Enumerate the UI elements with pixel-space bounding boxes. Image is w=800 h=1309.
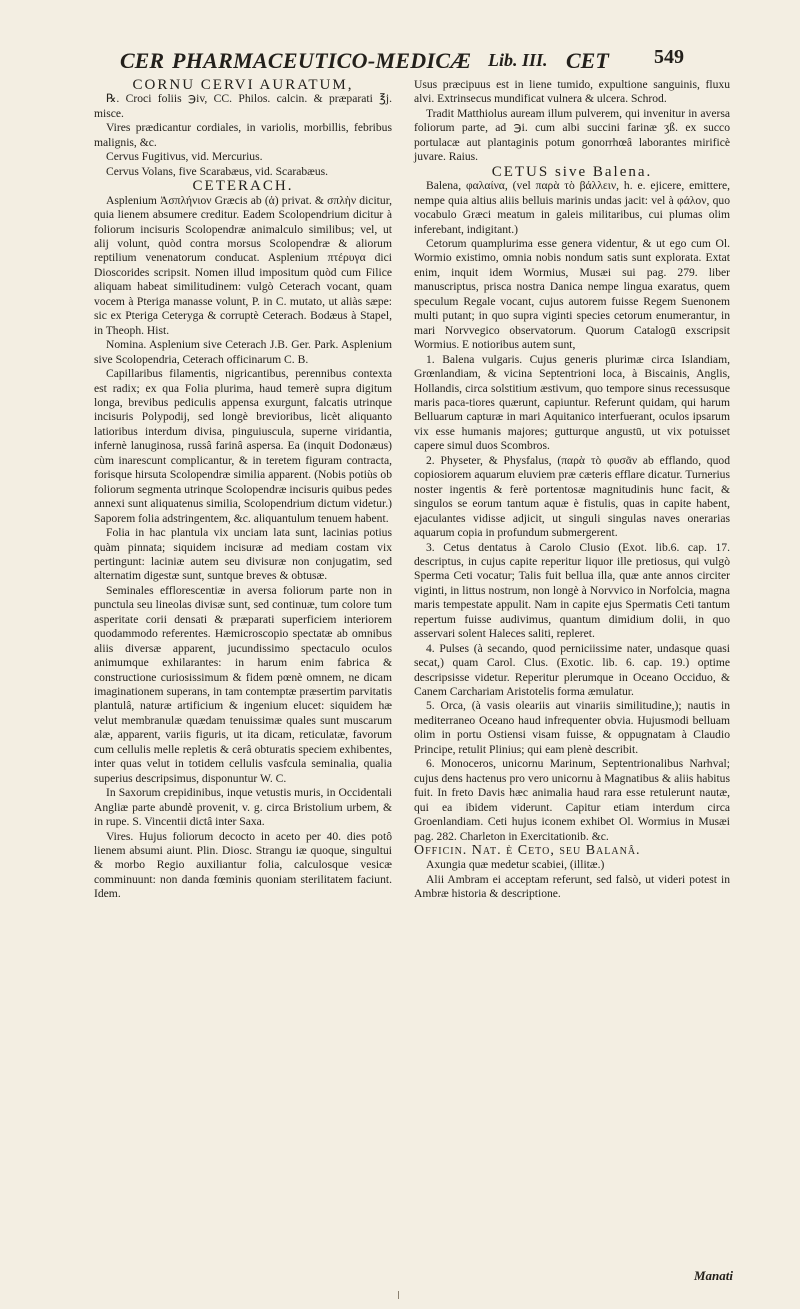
- paragraph: Cervus Fugitivus, vid. Mercurius.: [106, 150, 263, 164]
- paragraph: 6. Monoceros, unicornu Marinum, Septentrionalibus Narhval; cujus dens hactenus pro vero unicornu à Magnatibus & aliis habitus fuit. In freto Davis hæc animalia haud rara esse retulerunt nautæ, qui ea ibidem viderunt. Capitur etiam interdum circa Groenlandiam. Ceti hujus iconem exhibet Ol. Wormius in Musæi pag. 282. Charleton in Exercitationib. &c.: [414, 757, 730, 843]
- paragraph: Vires. Hujus foliorum decocto in aceto per 40. dies potô lienem absumi aiunt. Plin. Diosc. Strangu iæ quoque, singultui & morbo Regio auxiliantur folia, calculosque vesicæ comminuunt: non danda fœminis quoniam sterilitatem faciunt. Idem.: [94, 829, 392, 901]
- paragraph: Axungia quæ medetur scabiei, (illitæ.): [426, 858, 605, 872]
- paragraph: Cetorum quamplurima esse genera videntur, & ut ego cum Ol. Wormio existimo, omnia nobis nondum satis sunt explorata. Extat enim, inquit idem Wormius, Musæi sui pag. 279. liber manuscriptus, prisca nostra Danica nempe lingua exaratus, quem speculum Regale vocant, cujus autorem fuisse Regem Suenonem multi putant; in quo supra viginti species cetorum enumerantur, in mari Norvvegico observatorum. Quorum Catalogū exscripsit Wormius. E notioribus autem sunt,: [414, 236, 730, 352]
- paragraph: In Saxorum crepidinibus, inque vetustis muris, in Occidentali Angliæ parte abundè provenit, v. g. circa Bristolium urbem, & in rupe. S. Vincentii dictâ inter Saxa.: [94, 786, 392, 829]
- section-heading: CORNU CERVI AURATUM,: [132, 77, 354, 93]
- paragraph: Capillaribus filamentis, nigricantibus, perennibus contexta est radix; ex qua Folia plurima, haud temerè supra digitum longa, brevibus pediculis appensa exurgunt, falcatis utrinque incisuris Polypodij, sed longè brevioribus, licèt aliquanto latioribus interdum divisa, pinguiuscula, superne viridantia, infernè lanuginosa, russâ farinâ aspersa. Ea (inquit Dodonæus) cùm inarescunt complicantur, & in teretem figuram contracta, forisque hirsuta Scolopendræ similia apparent. (Nobis potiùs ob foliorum segmenta utrinque Scolopendræ incisuris quibus pedes annexi sunt aliquatenus similia, Scolopendrium dictum videtur.) Saporem folia adstringentem, &c. aliquantulum tenuem habent.: [94, 367, 392, 525]
- paragraph: 4. Pulses (à secando, quod perniciissime nater, undasque quasi secat,) quam Carol. Clus. (Exotic. lib. 6. cap. 19.) optime descripsisse videtur. Reperitur plerumque in Oceano Occiduo, & Canem Carchariam Aristotelis forma æmulatur.: [414, 641, 730, 699]
- header-book-number: Lib. III.: [488, 50, 548, 70]
- paragraph: Alii Ambram ei acceptam referunt, sed falsò, ut videri potest in Ambræ historia & descriptione.: [414, 872, 730, 901]
- section-heading: CETERACH.: [192, 178, 294, 195]
- header-right-word: CET: [566, 48, 609, 73]
- paragraph: 3. Cetus dentatus à Carolo Clusio (Exot. lib.6. cap. 17. descriptus, in cujus capite reperitur liquor ille pretiosus, qui vulgò Sperma Ceti vocatur; Talis fuit bellua illa, quæ ante annos circiter viginti, in littus nostrum, non longè à Norvvico in Norfolcia, magna maris tempestate appulit. Nam in capite ejus Spermatis Ceti tantum repertum fuisse audivimus, quantum dimidium dolii, in quo asservari solent Haleces saliti, repleret.: [414, 540, 730, 641]
- section-heading: CETUS sive Balena.: [491, 163, 653, 180]
- paragraph: Nomina. Asplenium sive Ceterach J.B. Ger. Park. Asplenium sive Scolopendria, Ceterach officinarum C. B.: [94, 338, 392, 366]
- header-title: PHARMACEUTICO-MEDICÆ: [172, 48, 472, 73]
- running-header: [100, 48, 740, 74]
- paragraph: Balena, φαλαίνα, (vel παρὰ τὸ βάλλειν, h. e. ejicere, emittere, nempe quia altius aliis belluis marinis undas jacit: vel à φάλον, quo vocabulo Græci meatum in galeis militaribus, cui plumas olim inferebant, indigitant.): [414, 179, 730, 236]
- paragraph: Folia in hac plantula vix unciam lata sunt, lacinias potius quàm pinnata; siquidem incisuræ ad mediam costam vix pertingunt: laciniæ autem seu divisuræ non conjugatim, sed alternatim digestæ sunt, suntque breves & obtusæ.: [94, 526, 392, 583]
- paragraph: ℞. Croci foliis ℈iv, CC. Philos. calcin. & præparati ℥j. misce.: [94, 92, 392, 120]
- paragraph: Seminales efflorescentiæ in aversa foliorum parte non in punctula seu lineolas divisæ sunt, sed continuæ, tum colore tum asperitate corii densati & præparati superficiem interiorem quodammodo referentes. Hæmicroscopio spectatæ ab omnibus aliis diversæ apparent, jucundissimo spectaculo oculos animumque exhilarantes: in harum enim fabrica & constructione curiosissimum & fidem pœnè omnem, ne dicam imaginationem superans, in tam contemptæ præsertim parvitatis plantulâ, naturæ artificium & ingenium elucet: siquidem hæ velut membranulæ quædam tenuissimæ quales sunt muscarum alæ, apparent, variis figuris, ut ita dicam, reticulatæ, favorum cum cellulis melle repletis & cerâ obturatis speciem exhibentes, inter quas velut in totidem cellulis vasfcula seminalia, qualia superius descripsimus, disponuntur W. C.: [94, 583, 392, 785]
- paragraph: 1. Balena vulgaris. Cujus generis plurimæ circa Islandiam, Grœnlandiam, & vicina Septentrioni loca, à Biscainis, Anglis, Hollandis, circa solstitium æstivum, quo tempore sinus recessusque maris paca-tiores quærunt, capiuntur. Referunt quidam, qui harum Belluarum capturæ in mari Aquitanico interfuerant, oculos ipsarum vix esse humanis majores; gutturque angustū, ut vix potuisset capere simul duos Scombros.: [414, 352, 730, 453]
- paragraph: Cervus Volans, five Scarabæus, vid. Scarabæus.: [106, 164, 329, 178]
- section-heading: Officin. Nat. è Ceto, seu Balanâ.: [414, 843, 641, 859]
- right-column: [414, 78, 730, 902]
- paragraph: Asplenium Ἀσπλήνιον Græcis ab (ἀ) privat. & σπλὴν dicitur, quia lienem absumere creditur. Eadem Scolopendrium dicitur à foliorum incisuris Scolopendræ animalculo similibus; vel, ut alij volunt, quòd contra morsus Scolopendræ & aliorum reptilium venenatorum conducat. Asplenium πτέρυγα dici Dioscorides scripsit. Nomen illud impositum quòd cum Filice aliquam habeat similitudinem: vulgò Ceterach vocant, quam vocem à Pteriga manasse volunt, P. in C. mutato, ut aliàs sæpe: sic ex Pteriga Ceteryga & corruptè Ceterach. Bodæus à Stapel, in Theoph. Hist.: [94, 193, 392, 337]
- paragraph: Vires prædicantur cordiales, in variolis, morbillis, febribus malignis, &c.: [94, 121, 392, 149]
- paragraph: Usus præcipuus est in liene tumido, expultione sanguinis, fluxu alvi. Extrinsecus mundificat vulnera & ulcera. Schrod.: [414, 78, 730, 106]
- page-mark: [398, 1291, 399, 1299]
- left-column: [94, 78, 392, 902]
- paragraph: 2. Physeter, & Physfalus, (παρὰ τὸ φυσᾶν ab efflando, quod copiosiorem aquarum eluviem præ cæteris efflare dicatur. Turnerius noster ingentis & ferè portentosæ magnitudinis hunc facit, & singulos se eorum tantum aquæ è fistulis, quas in capite habent, ejaculantes vidisse adjicit, ut singuli singulas naves onerarias aquarum copia in profundum submergerent.: [414, 453, 730, 540]
- catchword: Manati: [694, 1268, 734, 1283]
- header-left-word: CER: [120, 48, 165, 73]
- page-number: 549: [654, 46, 684, 68]
- paragraph: 5. Orca, (à vasis oleariis aut vinariis similitudine,); nautis in mediterraneo Oceano haud infrequenter obvia. Hujusmodi belluam olim in portu Ostiensi visam fuisse, & oppugnatam à Claudio Principe, retulit Plinius; qui eam plenè describit.: [414, 699, 730, 756]
- paragraph: Tradit Matthiolus auream illum pulverem, qui invenitur in aversa foliorum parte, ad ℈i. cum albi succini farinæ ʒß. ex succo portulacæ aut plantaginis potum gonorrhœâ laborantes mirificè juvare. Raius.: [414, 106, 730, 164]
